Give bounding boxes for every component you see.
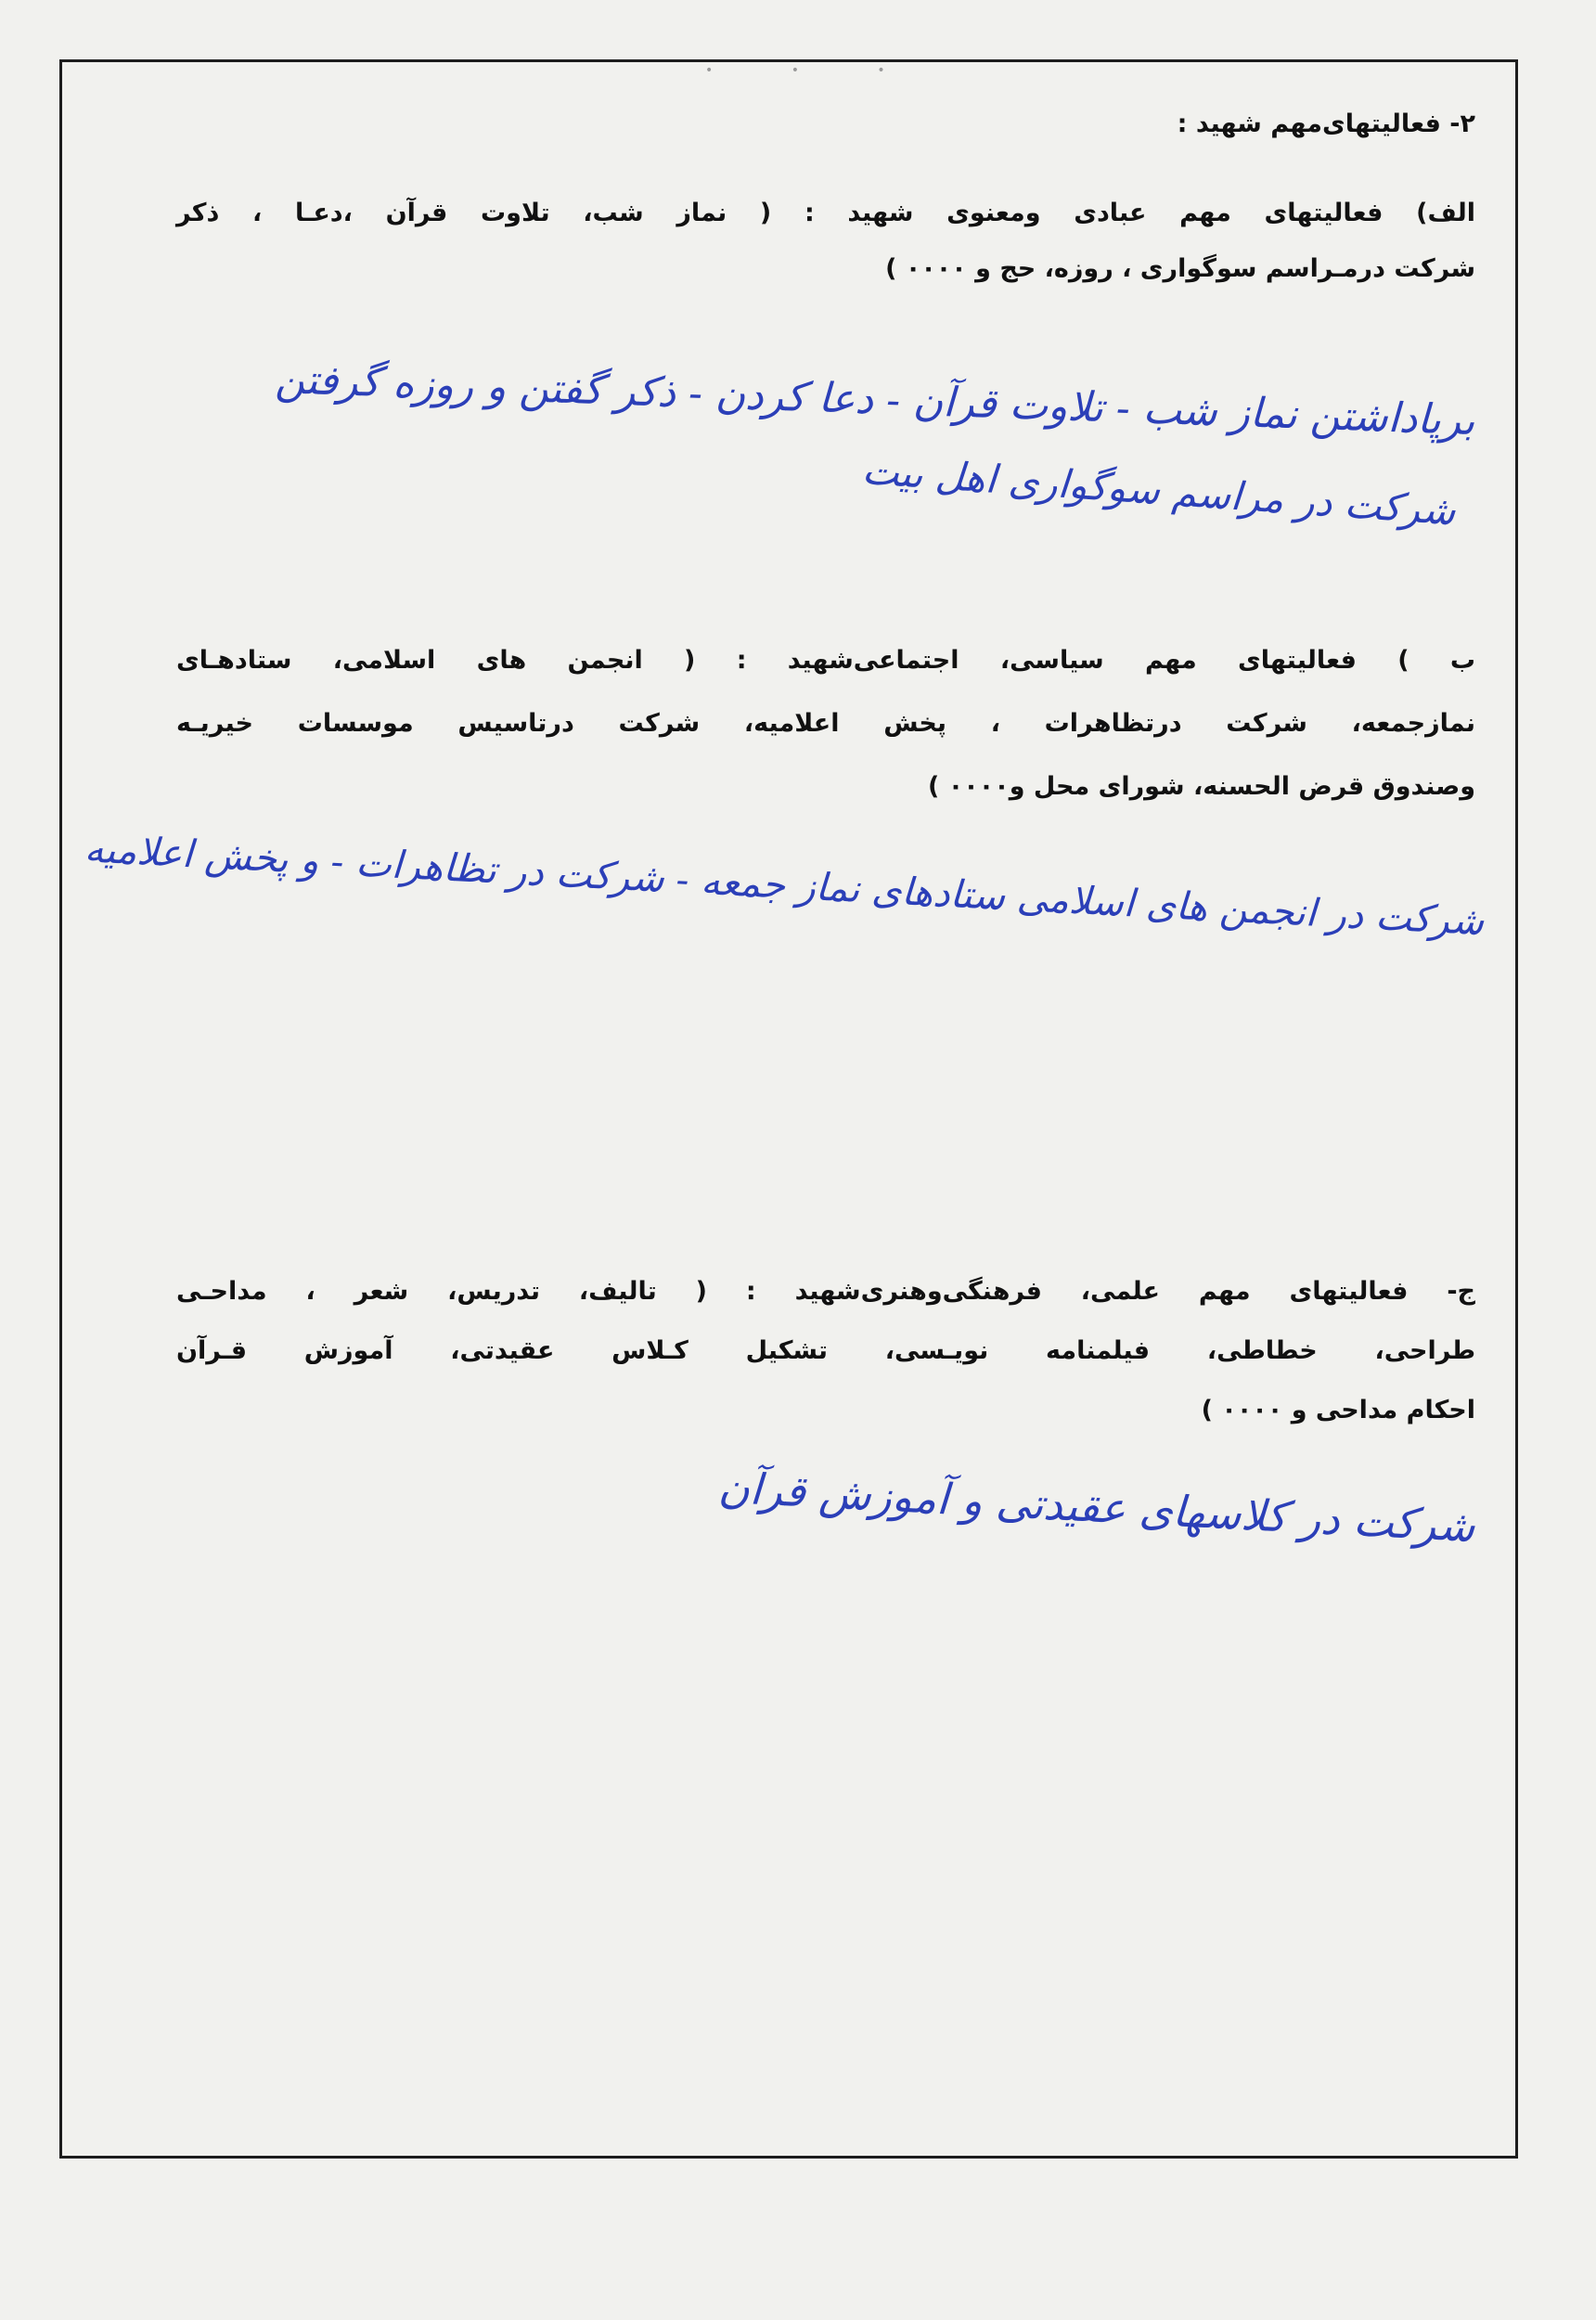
handwritten-answer: شرکت در کلاسهای عقیدتی و آموزش قرآن xyxy=(716,1462,1476,1553)
handwritten-answer: شرکت در مراسم سوگواری اهل بیت xyxy=(860,447,1458,535)
printed-line: نمازجمعه، شرکت درتظاهرات ، پخش اعلامیه، شرکت درتاسیس موسسات خیریـه xyxy=(176,709,1475,738)
handwritten-answer: شرکت در انجمن های اسلامی ستادهای نماز جمعه - شرکت در تظاهرات - و پخش اعلامیه xyxy=(84,826,1486,945)
printed-line: طراحی، خطاطی، فیلمنامه نویـسی، تشکیل کـلاس عقیدتی، آموزش قـرآن xyxy=(176,1336,1475,1365)
printed-line: ب ) فعالیتهای مهم سیاسی، اجتماعی‌شهید : ( انجمن های اسلامی، ستادهـای xyxy=(176,646,1475,675)
printed-line: الف) فعالیتهای مهم عبادی ومعنوی شهید : ( نماز شب، تلاوت قرآن ،دعـا ، ذکر xyxy=(176,199,1475,227)
printed-line: شرکت درمـراسم سوگواری ، روزه، حج و ۰۰۰۰ ) xyxy=(885,254,1475,283)
printed-line: ج- فعالیتهای مهم علمی، فرهنگی‌وهنری‌شهید : ( تالیف، تدریس، شعر ، مداحـی xyxy=(176,1277,1475,1306)
section-alef xyxy=(176,186,1476,535)
section-title: ۲- فعالیتهای‌مهم شهید : xyxy=(1177,110,1475,138)
printed-line: احکام مداحی و ۰۰۰۰ ) xyxy=(1201,1396,1475,1424)
section-be xyxy=(84,629,1486,945)
section-jim xyxy=(176,1262,1476,1553)
scan-artifact: • • • xyxy=(705,63,922,78)
handwritten-answer: برپاداشتن نماز شب - تلاوت قرآن - دعا کردن - ذکر گفتن و روزه گرفتن xyxy=(274,354,1476,445)
printed-line: وصندوق قرض الحسنه، شورای محل و۰۰۰۰ ) xyxy=(928,772,1475,801)
